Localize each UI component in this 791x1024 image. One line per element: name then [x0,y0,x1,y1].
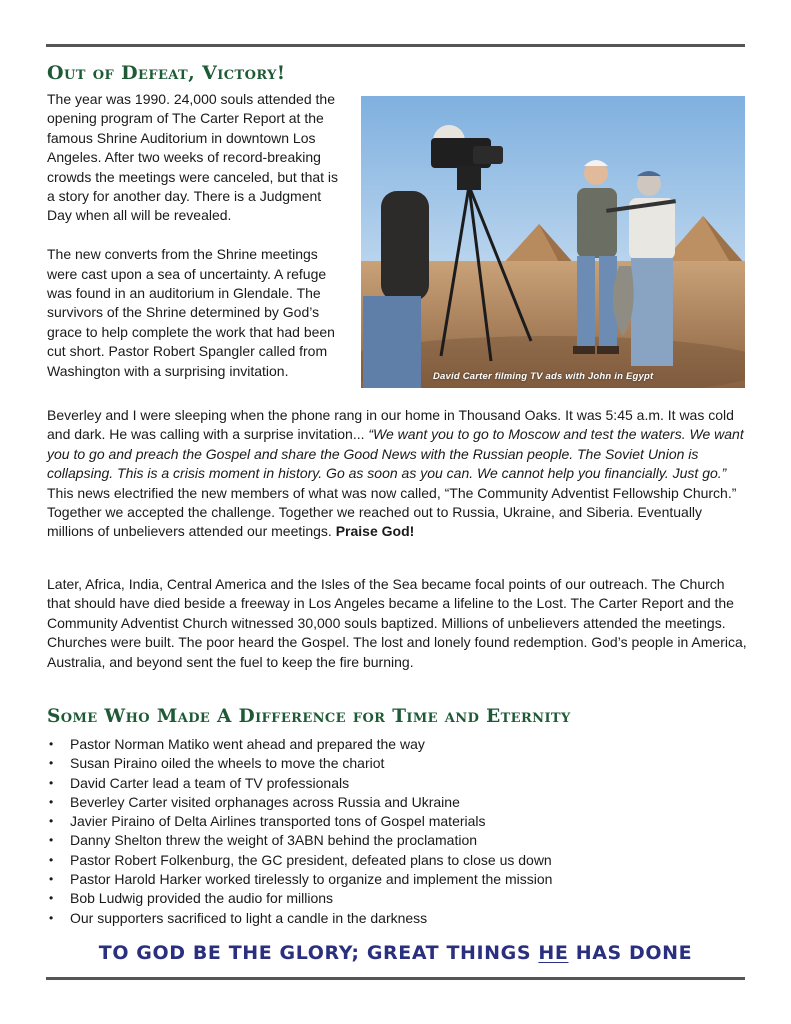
list-item: • Pastor Robert Folkenburg, the GC president, defeated plans to close us down [47,851,552,870]
list-item: • Susan Piraino oiled the wheels to move the chariot [47,754,552,773]
intro-paragraph-2: The new converts from the Shrine meetings were cast upon a sea of uncertainty. A refuge was found in an auditorium in Glendale. The survivors of the Shrine determined by God’s grace to help complete the work that had been cut short. Pastor Robert Spangler called from Washington with a surprising invitation. [47,246,335,379]
egypt-filming-photo [361,96,745,388]
phone-call-text: Beverley and I were sleeping when the phone rang in our home in Thousand Oaks. It was 5:45 a.m. It was cold and dark. He was calling with a surprise invitation... [47,407,734,443]
photo-illustration [361,96,745,388]
list-item: • Pastor Harold Harker worked tirelessly to organize and implement the mission [47,870,552,889]
contributors-list [47,735,552,928]
list-item: • Danny Shelton threw the weight of 3ABN behind the proclamation [47,831,552,850]
top-rule [46,44,745,47]
bottom-rule [46,977,745,980]
list-item: • David Carter lead a team of TV professionals [47,774,552,793]
list-item: • Javier Piraino of Delta Airlines transported tons of Gospel materials [47,812,552,831]
outreach-paragraph [47,575,747,672]
outreach-text: Later, Africa, India, Central America and the Isles of the Sea became focal points of our outreach. The Church that should have died beside a freeway in Los Angeles became a lifeline to the Lost. The Carter Report and the Community Adventist Church witnessed 30,000 souls baptized. Millions of unbelievers attended the meetings. Churches were built. The poor heard the Gospel. The lost and lonely found redemption. God’s people in America, Australia, and beyond sent the fuel to keep the fire burning. [47,576,747,670]
banner-he: HE [538,942,569,964]
photo-caption: David Carter filming TV ads with John in Egypt [433,371,654,382]
phone-call-quote: “We want you to go to Moscow and test the waters. We want you to go and preach the Gospel and share the Good News with the Russian people. The Soviet Union is collapsing. This is a crisis moment in history. Go as soon as you can. We cannot help you financially. Just go.” [47,426,744,482]
list-item: • Beverley Carter visited orphanages across Russia and Ukraine [47,793,552,812]
list-item: • Our supporters sacrificed to light a candle in the darkness [47,909,552,928]
section-heading-difference: Some Who Made A Difference for Time and Eternity [47,706,571,727]
section-heading-out-of-defeat: Out of Defeat, Victory! [47,62,286,84]
intro-column [47,90,347,400]
list-item: • Bob Ludwig provided the audio for millions [47,889,552,908]
banner-text-before: TO GOD BE THE GLORY; GREAT THINGS [98,942,532,964]
banner-text-after: HAS DONE [575,942,693,964]
closing-banner [0,942,791,964]
list-item: • Pastor Norman Matiko went ahead and prepared the way [47,735,552,754]
phone-call-result: This news electrified the new members of what was now called, “The Community Adventist Fellowship Church.” Together we accepted the challenge. Together we reached out to Russia, Ukraine, and Siberia. Eventually millions of unbelievers attended our meetings. [47,484,737,540]
intro-paragraph-1: The year was 1990. 24,000 souls attended the opening program of The Carter Report at the famous Shrine Auditorium in downtown Los Angeles. After two weeks of record-breaking crowds the meetings were canceled, but that is a story for another day. There is a Judgment Day when all will be revealed. [47,91,339,224]
praise-god-emphasis: Praise God! [335,523,415,540]
phone-call-paragraph [47,406,747,542]
